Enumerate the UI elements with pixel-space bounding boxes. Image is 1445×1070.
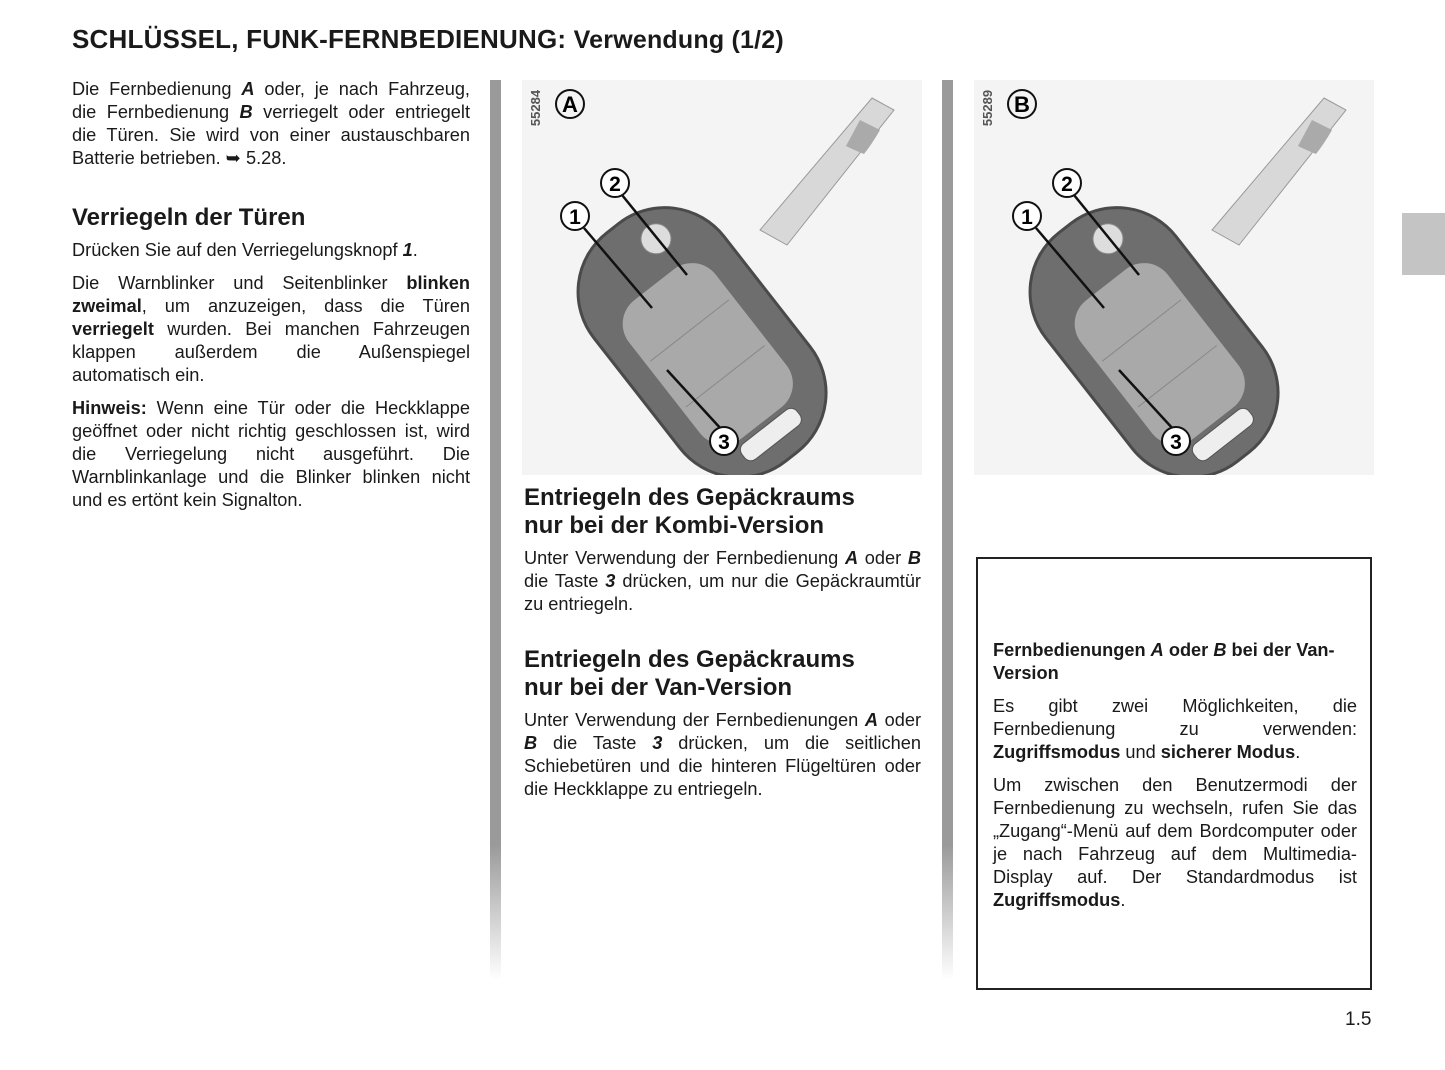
page-title (72, 24, 784, 55)
emphasis-text: A (241, 79, 255, 99)
callout-1: 1 (569, 206, 581, 229)
text-segment: Drücken Sie auf den Verriegelungsknopf (72, 240, 403, 260)
text-segment: Es gibt zwei Möglichkeiten, die Fernbedienung zu verwenden: (993, 696, 1357, 739)
text-segment: . (412, 240, 418, 260)
text-segment: die Taste (524, 571, 606, 591)
text-segment: . (1295, 742, 1301, 762)
emphasis-text: B (239, 102, 253, 122)
text-segment: Die Fernbedienung (72, 79, 242, 99)
page-number: 1.5 (1345, 1009, 1372, 1030)
text-segment: die Taste (537, 733, 653, 753)
emphasis-text: Zugriffsmodus (993, 742, 1121, 762)
emphasis-text: oder (1163, 640, 1214, 660)
text-segment: , um anzuzeigen, dass die Türen (141, 296, 470, 316)
column-divider (490, 80, 501, 980)
left-column (72, 78, 470, 522)
emphasis-text: Hinweis: (72, 398, 147, 418)
emphasis-text: A (864, 710, 878, 730)
emphasis-text: A (1150, 640, 1164, 660)
emphasis-text: B (907, 548, 921, 568)
title-sub: Verwendung (1/2) (573, 26, 784, 54)
text-segment: Wenn eine Tür oder die Heckklappe geöffnet oder nicht richtig geschlossen ist, wird die Verriegelung nicht ausgeführt. Die Warnblinkanlage und die Blinker blinken nicht und es ertönt kein Signalton. (72, 398, 470, 510)
callout-1: 1 (1021, 206, 1033, 229)
figure-remote-b (974, 80, 1374, 475)
figure-letter: B (1014, 92, 1030, 117)
text-segment: verriegelt oder entriegelt die Türen. Sie wird von einer austauschbaren Batterie betrieben. ➥ 5.28. (72, 102, 471, 168)
section-heading-kombi: Entriegeln des Gepäckraums nur bei der Kombi-Version (524, 484, 855, 539)
info-box-content (993, 639, 1357, 922)
paragraph (524, 547, 921, 616)
emphasis-text: bei der Van-Version (993, 640, 1335, 683)
emphasis-text: Zugriffsmodus (993, 890, 1121, 910)
text-segment: Unter Verwendung der Fernbedienungen (524, 710, 865, 730)
info-box-heading (993, 639, 1357, 685)
text-segment: drücken, um die seitlichen Schiebetüren und die hinteren Flügeltüren oder die Heckklappe zu entriegeln. (524, 733, 921, 799)
callout-3: 3 (718, 431, 730, 454)
middle-column (524, 484, 921, 811)
emphasis-text: 3 (652, 733, 663, 753)
emphasis-text: 3 (605, 571, 616, 591)
chapter-tab (1402, 213, 1445, 275)
figure-reference-number: 55289 (980, 89, 995, 127)
text-segment: drücken, um nur die Gepäckraumtür zu entriegeln. (524, 571, 921, 614)
figure-reference-number: 55284 (528, 89, 543, 127)
text-segment: oder (878, 710, 921, 730)
emphasis-text: verriegelt (72, 319, 154, 339)
text-segment: Um zwischen den Benutzermodi der Fernbedienung zu wechseln, rufen Sie das „Zugang“-Menü auf dem Bordcomputer oder je nach Fahrzeug auf dem Multimedia-Display auf. Der Standardmodus ist (993, 775, 1357, 887)
text-segment: oder, je nach Fahrzeug, die Fernbedienung (72, 79, 470, 122)
info-box (976, 557, 1372, 990)
paragraph (524, 709, 921, 801)
text-segment: und (1120, 742, 1161, 762)
emphasis-text: 1 (402, 240, 413, 260)
text-segment: oder (858, 548, 908, 568)
callout-2: 2 (609, 173, 621, 196)
callout-3: 3 (1170, 431, 1182, 454)
paragraph (72, 272, 470, 387)
emphasis-text: B (524, 733, 538, 753)
section-heading-lock: Verriegeln der Türen (72, 204, 306, 231)
emphasis-text: B (1213, 640, 1227, 660)
emphasis-text: blinken zweimal (72, 273, 470, 316)
emphasis-text: A (844, 548, 859, 568)
callout-2: 2 (1061, 173, 1073, 196)
figure-letter: A (562, 92, 578, 117)
title-main: SCHLÜSSEL, FUNK-FERNBEDIENUNG: (72, 24, 567, 54)
text-segment: Unter Verwendung der Fernbedienung (524, 548, 845, 568)
paragraph (72, 239, 470, 262)
paragraph (993, 774, 1357, 912)
paragraph (993, 695, 1357, 764)
column-divider (942, 80, 953, 980)
emphasis-text: sicherer Modus (1160, 742, 1296, 762)
text-segment: Die Warnblinker und Seitenblinker (72, 273, 407, 293)
emphasis-text: Fernbedienungen (993, 640, 1151, 660)
text-segment: wurden. Bei manchen Fahrzeugen klappen außerdem die Außenspiegel automatisch ein. (72, 319, 470, 385)
intro-paragraph (72, 78, 470, 170)
text-segment: . (1120, 890, 1126, 910)
figure-remote-a (522, 80, 922, 475)
note-paragraph (72, 397, 470, 512)
section-heading-van: Entriegeln des Gepäckraums nur bei der Van-Version (524, 646, 855, 701)
